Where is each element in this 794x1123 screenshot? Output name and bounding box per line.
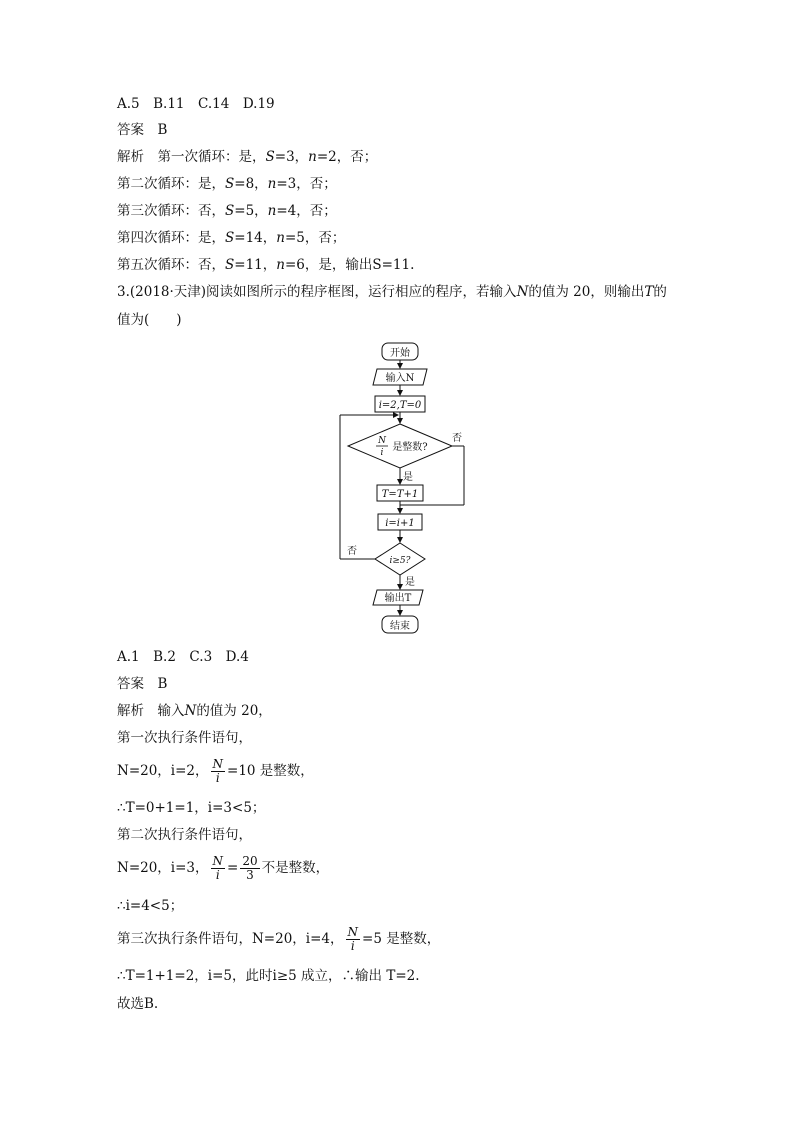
q3-line-i4: ∴i=4<5；	[117, 898, 184, 914]
q3-answer: 答案 B	[117, 676, 168, 692]
q3-options: A.1 B.2 C.3 D.4	[117, 649, 249, 665]
q3-analysis-intro: 解析 输入N的值为 20，	[117, 703, 272, 719]
flow-cond2-no-label: 否	[347, 546, 357, 557]
flow-init-label: i=2,T=0	[378, 400, 422, 411]
flow-cond2-label: i≥5?	[389, 556, 411, 566]
q3-line-third: 第三次执行条件语句，N=20，i=4， $\frac{N}{i}$ =5 是整数，	[117, 925, 441, 953]
flow-cond1-num: N	[378, 436, 386, 446]
q3-line-t2: ∴T=1+1=2，i=5，此时i≥5 成立，∴输出 T=2.	[117, 968, 420, 984]
q3-line-n20-i2: N=20，i=2， $\frac{N}{i}$ =10 是整数，	[117, 757, 314, 785]
q3-first-exec: 第一次执行条件语句，	[117, 730, 252, 746]
flow-cond1-label: 是整数?	[392, 442, 428, 453]
q3-stem-line-1: 3.(2018·天津)阅读如图所示的程序框图，运行相应的程序，若输入N的值为 20，则输出T的	[117, 284, 667, 300]
q3-flowchart	[330, 335, 480, 645]
flow-cond1-no-label: 否	[452, 433, 462, 444]
flow-start-label: 开始	[390, 348, 410, 359]
q2-analysis-line-4: 第四次循环：是，S=14，n=5，否；	[117, 230, 346, 246]
flow-input-label: 输入N	[385, 373, 415, 384]
q3-stem-line-2: 值为( )	[117, 312, 182, 328]
flow-output-label: 输出T	[384, 593, 412, 604]
q2-options: A.5 B.11 C.14 D.19	[117, 96, 275, 112]
q2-analysis-line-3: 第三次循环：否，S=5，n=4，否；	[117, 203, 337, 219]
q2-analysis-line-2: 第二次循环：是，S=8，n=3，否；	[117, 176, 337, 192]
flow-cond1-den: i	[380, 448, 384, 458]
q2-answer: 答案 B	[117, 122, 168, 138]
flow-cond1-yes-label: 是	[403, 472, 413, 483]
q3-line-t1: ∴T=0+1=1，i=3<5；	[117, 800, 266, 816]
flow-update-t-label: T=T+1	[381, 489, 419, 500]
flow-cond2-yes-label: 是	[405, 577, 415, 588]
q2-analysis-line-1: 解析 第一次循环：是，S=3，n=2，否；	[117, 149, 378, 165]
q3-second-exec: 第二次执行条件语句，	[117, 827, 252, 843]
flow-update-i-label: i=i+1	[385, 518, 415, 529]
q3-conclusion: 故选B.	[117, 996, 159, 1012]
q2-analysis-line-5: 第五次循环：否，S=11，n=6，是，输出S=11.	[117, 257, 415, 273]
q3-line-n20-i3: N=20，i=3， $\frac{N}{i}$ = $\frac{20}{3}$ 不是整数，	[117, 854, 330, 882]
flow-end-label: 结束	[390, 621, 410, 632]
